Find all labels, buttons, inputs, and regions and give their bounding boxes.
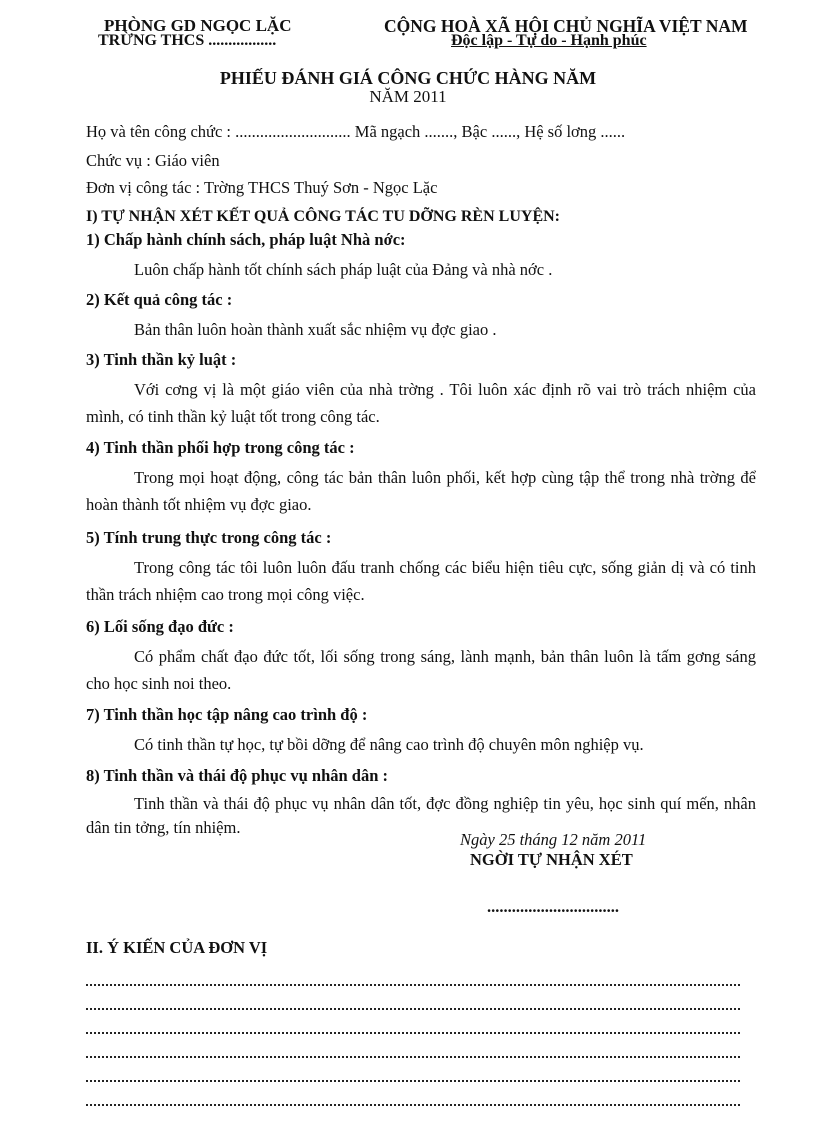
comment-line-1 [86,984,740,988]
name-line: Họ và tên công chức : ............................ Mã ngạch ......., Bậc ......, Hệ số lơng ...... [86,122,626,141]
school-name: TRỪNG THCS ................. [98,32,277,49]
item-8-text: Tinh thần và thái độ phục vụ nhân dân tốt, đợc đồng nghiệp tin yêu, học sinh quí mến, nhân dân tin tởng, tín nhiệm. [86,794,756,837]
comment-line-3 [86,1032,740,1036]
item-3-text: Với cơng vị là một giáo viên của nhà trờng . Tôi luôn xác định rõ vai trò trách nhiệm của mình, có tinh thần kỷ luật tốt trong công tác. [86,380,756,426]
item-7-heading: 7) Tinh thần học tập nâng cao trình độ : [86,705,368,724]
comment-line-6 [86,1104,740,1108]
comment-line-4 [86,1056,740,1060]
item-4-text: Trong mọi hoạt động, công tác bản thân luôn phối, kết hợp cùng tập thể trong nhà trờng để hoàn thành tốt nhiệm vụ đợc giao. [86,468,756,514]
item-5-text: Trong công tác tôi luôn luôn đấu tranh chống các biểu hiện tiêu cực, sống giản dị và có tinh thần trách nhiệm cao trong mọi công việc. [86,558,756,604]
form-year: NĂM 2011 [369,87,447,106]
country-name: CỘNG HOÀ XÃ HỘI CHỦ NGHĨA VIỆT NAM [384,16,748,36]
section-2-title: II. Ý KIẾN CỦA ĐƠN VỊ [86,938,268,957]
signature-role: NGỜI TỰ NHẬN XÉT [470,850,633,869]
item-2-heading: 2) Kết quả công tác : [86,290,233,309]
item-5-heading: 5) Tính trung thực trong công tác : [86,528,332,547]
section-1-title: I) TỰ NHẬN XÉT KẾT QUẢ CÔNG TÁC TU DỠNG RÈN LUYỆN: [86,208,560,225]
unit-line: Đơn vị công tác : Trờng THCS Thuý Sơn - Ngọc Lặc [86,178,438,197]
item-1-text: Luôn chấp hành tốt chính sách pháp luật của Đảng và nhà nớc . [134,260,553,279]
item-7-text: Có tinh thần tự học, tự bồi dỡng để nâng cao trình độ chuyên môn nghiệp vụ. [134,735,644,754]
form-title: PHIẾU ĐÁNH GIÁ CÔNG CHỨC HÀNG NĂM [219,68,597,88]
item-3-heading: 3) Tinh thần kỷ luật : [86,350,237,369]
comment-line-5 [86,1080,740,1084]
national-motto: Độc lập - Tự do - Hạnh phúc [451,32,647,49]
item-6-text: Có phẩm chất đạo đức tốt, lối sống trong sáng, lành mạnh, bản thân luôn là tấm gơng sáng cho học sinh noi theo. [86,647,756,693]
department-name: PHÒNG GD NGỌC LẶC [104,16,292,35]
comment-line-2 [86,1008,740,1012]
item-6-heading: 6) Lối sống đạo đức : [86,617,234,636]
signature-line: ................................ [487,897,619,916]
item-4-heading: 4) Tinh thần phối hợp trong công tác : [86,438,355,457]
signature-date: Ngày 25 tháng 12 năm 2011 [460,830,647,849]
item-8-heading: 8) Tinh thần và thái độ phục vụ nhân dân : [86,766,389,785]
item-1-heading: 1) Chấp hành chính sách, pháp luật Nhà nớc: [86,230,406,249]
item-2-text: Bản thân luôn hoàn thành xuất sắc nhiệm vụ đợc giao . [134,320,497,339]
position-line: Chức vụ : Giáo viên [86,151,220,170]
